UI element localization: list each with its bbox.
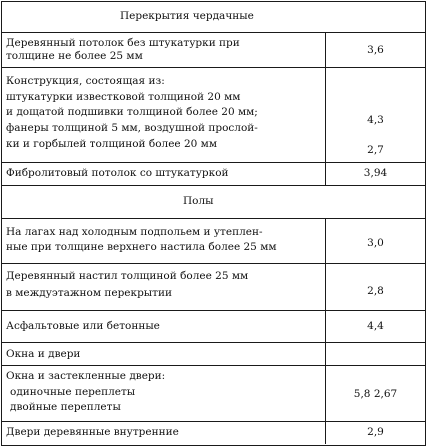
table-row — [2, 264, 425, 311]
row-description: Конструкция, состоящая из: штукатурки известковой толщиной 20 мм и дощатой подшивки толщиной более 20 мм; фанеры толщиной 5 мм, воздушной прослой- ки и горбылей толщиной более 20 мм — [6, 75, 258, 150]
row-value: 4,4 — [367, 320, 384, 332]
row-value-cell — [325, 219, 425, 263]
row-value: 2,9 — [367, 426, 384, 438]
row-value-cell — [325, 264, 425, 310]
table-row — [2, 33, 425, 68]
row-value: 2,8 — [367, 285, 384, 297]
table-row — [2, 311, 425, 343]
row-value-cell — [325, 68, 425, 162]
row-description: Асфальтовые или бетонные — [6, 320, 160, 332]
row-description: Двери деревянные внутренние — [6, 426, 179, 438]
row-value-cell — [325, 33, 425, 67]
section-title: Полы — [183, 195, 214, 207]
row-value: 4,3 — [367, 114, 384, 126]
row-description: На лагах над холодным подпольем и утеплен- ные при толщине верхнего настила более 25 мм — [6, 226, 277, 253]
row-value: 5,8 2,67 — [353, 388, 398, 400]
row-value-cell — [325, 422, 425, 444]
section-header-floors — [2, 186, 425, 219]
row-value: 2,7 — [367, 144, 384, 156]
row-value-cell — [325, 343, 425, 365]
section-title: Перекрытия чердачные — [120, 10, 254, 22]
row-description: Деревянный потолок без штукатурки при толщине не более 25 мм — [6, 37, 240, 62]
row-value-cell — [325, 311, 425, 342]
section-header-attic — [2, 2, 425, 33]
section-header-windows — [2, 343, 425, 366]
row-value: 3,0 — [367, 237, 384, 249]
row-value-cell — [325, 163, 425, 185]
table-row — [2, 163, 425, 186]
row-value: 3,6 — [367, 44, 384, 56]
table-row — [2, 366, 425, 422]
row-description: Окна и застекленные двери: одиночные переплеты двойные переплеты — [6, 370, 166, 413]
table-row — [2, 68, 425, 163]
row-description: Фибролитовый потолок со штукатуркой — [6, 167, 229, 179]
table-row — [2, 219, 425, 264]
section-title: Окна и двери — [6, 348, 81, 360]
thermal-resistance-table — [1, 1, 426, 446]
row-value-cell — [325, 366, 425, 421]
table-row — [2, 422, 425, 444]
row-description: Деревянный настил толщиной более 25 мм в междуэтажном перекрытии — [6, 270, 249, 299]
row-value: 3,94 — [363, 167, 388, 179]
